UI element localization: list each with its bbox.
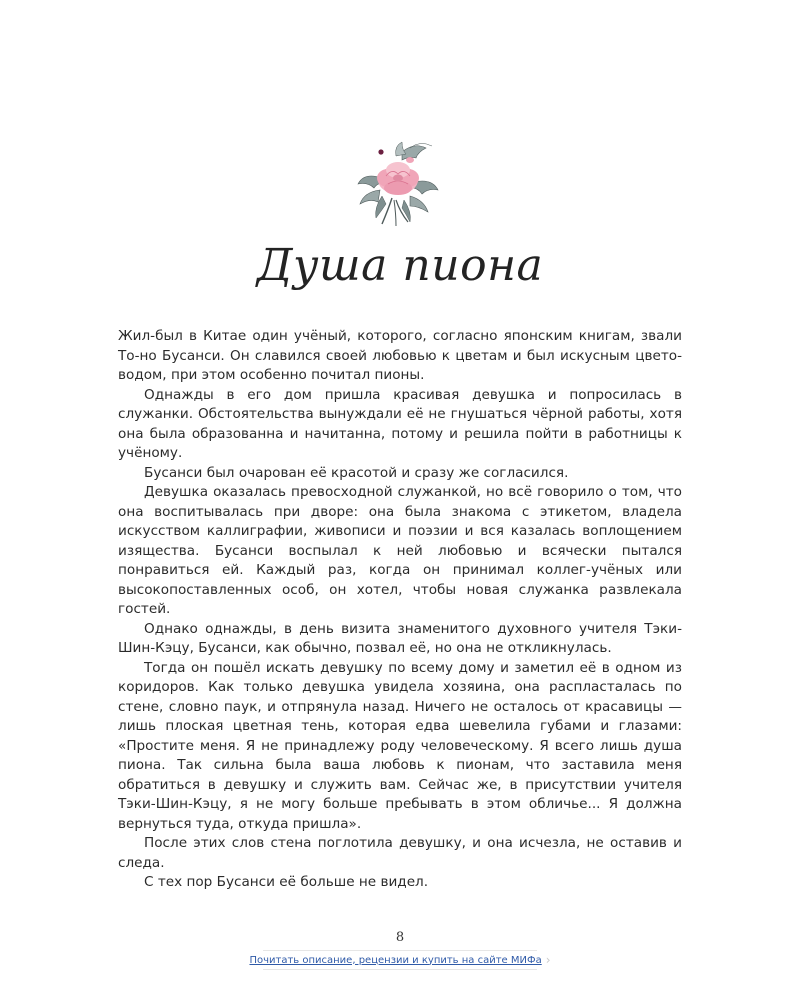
chevron-right-icon: ›	[545, 953, 551, 967]
story-text	[118, 327, 682, 893]
paragraph: Тогда он пошёл искать девушку по всему дому и заметил её в одном из коридоров. Как только девушка увидела хозяина, она распласталась по стене, словно паук, и отпрянула назад. Ничего не осталось от красавицы — лишь плоская цветная тень, которая едва шевелила губами и глазами: «Простите меня. Я не принадлежу роду человеческому. Я всего лишь душа пиона. Так сильна была ваша любовь к пионам, что заставила меня обратиться в девушку и служить вам. Сейчас же, в присутствии учителя Тэки-Шин-Кэцу, я не могу больше пребывать в этом обличье... Я должна вернуться туда, откуда пришла».	[118, 659, 682, 832]
paragraph: После этих слов стена поглотила девушку, и она исчезла, не оставив и следа.	[118, 835, 682, 871]
paragraph: Однако однажды, в день визита знаменитого духовного учителя Тэки-Шин-Кэцу, Бусанси, как обычно, позвал её, но она не откликнулась.	[118, 620, 682, 656]
paragraph: Жил-был в Китае один учёный, которого, согласно японским книгам, звали То-но Бусанси. Он славился своей любовью к цветам и был искусным цветоводом, при этом особенно почитал пионы.	[118, 328, 682, 383]
peony-flower-icon	[352, 138, 442, 230]
paragraph: С тех пор Бусанси её больше не видел.	[144, 874, 429, 890]
chapter-title: Душа пиона	[256, 240, 544, 291]
paragraph: Однажды в его дом пришла красивая девушка и попросилась в служанки. Обстоятельства вынуждали её не гнушаться чёрной работы, хотя она была образованна и начитанна, потому и решила пойти в работницы к учёному.	[118, 386, 682, 461]
page-number: 8	[395, 930, 405, 945]
paragraph: Бусанси был очарован её красотой и сразу же согласился.	[144, 464, 569, 481]
promo-link[interactable]: Почитать описание, рецензии и купить на сайте МИФа	[249, 954, 542, 966]
promo-banner[interactable]	[249, 950, 551, 970]
paragraph: Девушка оказалась превосходной служанкой, но всё говорило о том, что она воспитывалась при дворе: она была знакома с этикетом, владела искусством каллиграфии, живописи и поэзии и вся казалась воплощением изящества. Бусанси воспылал к ней любовью и всячески пытался понравиться ей. Каждый раз, когда он принимал коллег-учёных или высокопоставленных особ, он хотел, чтобы новая служанка развлекала гостей.	[118, 484, 682, 617]
